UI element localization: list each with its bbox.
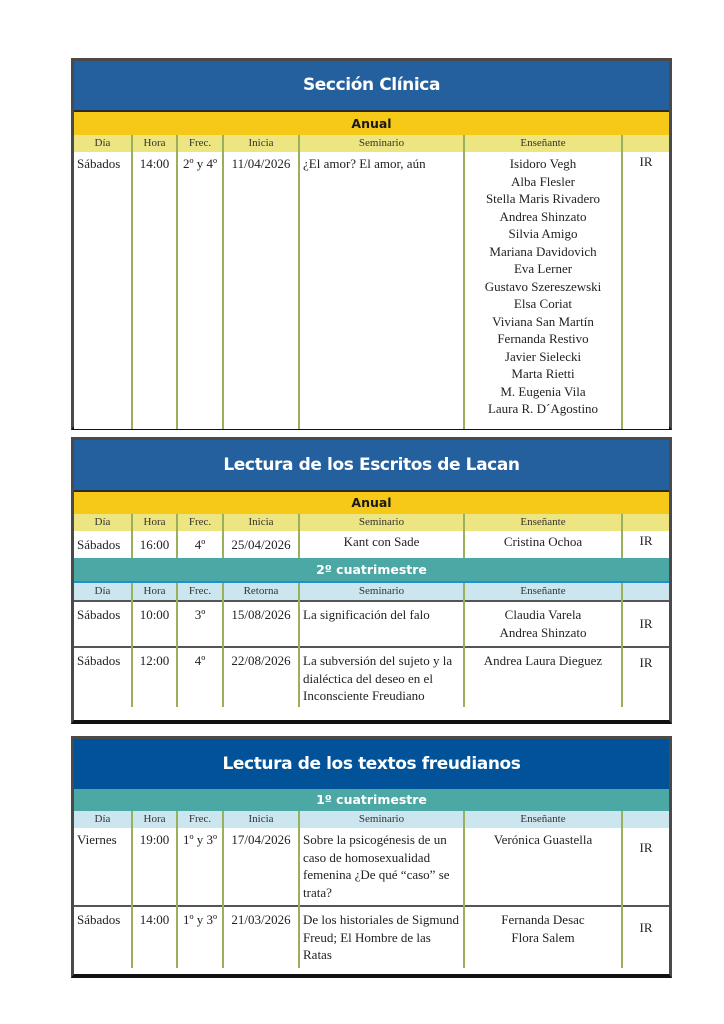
group-label: Anual	[74, 490, 669, 514]
header-hora: Hora	[132, 135, 177, 152]
cell-ensenantes	[464, 647, 622, 707]
ensenante-name: Eva Lerner	[513, 261, 573, 276]
group-label: 1º cuatrimestre	[74, 789, 669, 811]
cell-dia: Sábados	[74, 152, 132, 429]
cell-frec: 3º	[177, 601, 223, 647]
ensenante-name: Flora Salem	[511, 929, 575, 945]
cell-seminario: La significación del falo	[299, 601, 464, 647]
group-label: 2º cuatrimestre	[74, 558, 669, 583]
group-label: Anual	[74, 110, 669, 135]
cell-ir: IR	[622, 531, 669, 558]
cell-ensenantes	[464, 152, 622, 429]
ensenante-name: Viviana San Martín	[492, 313, 594, 329]
header-hora: Hora	[132, 583, 177, 601]
header-frec: Frec.	[177, 514, 223, 531]
table-header-row	[74, 135, 669, 152]
cell-hora: 19:00	[132, 828, 177, 906]
ensenante-name: Andrea Shinzato	[499, 624, 587, 640]
header-hora: Hora	[132, 811, 177, 828]
cell-fecha: 21/03/2026	[223, 906, 299, 968]
cell-ensenantes	[464, 828, 622, 906]
cell-fecha: 11/04/2026	[223, 152, 299, 429]
header-inicia: Inicia	[223, 135, 299, 152]
header-ensenante: Enseñante	[464, 583, 622, 601]
header-inicia: Inicia	[223, 514, 299, 531]
header-dia: Día	[74, 583, 132, 601]
header-seminario: Seminario	[299, 514, 464, 531]
header-hora: Hora	[132, 514, 177, 531]
ensenante-name: Isidoro Vegh	[509, 156, 577, 171]
cell-hora: 10:00	[132, 601, 177, 647]
table-header-row	[74, 514, 669, 531]
ensenante-name: Andrea Laura Dieguez	[483, 653, 603, 668]
table-header-row	[74, 583, 669, 601]
ensenante-name: Silvia Amigo	[508, 226, 578, 241]
cell-hora: 16:00	[132, 531, 177, 558]
header-frec: Frec.	[177, 583, 223, 601]
section-title: Sección Clínica	[74, 61, 669, 110]
header-ensenante: Enseñante	[464, 135, 622, 152]
table-row	[74, 152, 669, 429]
cell-seminario: ¿El amor? El amor, aún	[299, 152, 464, 429]
ensenante-name: Cristina Ochoa	[503, 534, 583, 549]
cell-ir: IR	[622, 828, 669, 906]
ensenante-name: Mariana Davidovich	[489, 243, 597, 259]
ensenante-name: Claudia Varela	[504, 607, 582, 622]
schedule-table	[74, 583, 669, 707]
schedule-table	[74, 811, 669, 968]
ensenante-name: Fernanda Restivo	[497, 331, 589, 346]
header-ir	[622, 135, 669, 152]
cell-seminario: Sobre la psicogénesis de un caso de homosexualidad femenina ¿De qué “caso” se trata?	[299, 828, 464, 906]
cell-hora: 12:00	[132, 647, 177, 707]
table-header-row	[74, 811, 669, 828]
cell-ir: IR	[622, 906, 669, 968]
ensenante-name: Gustavo Szereszewski	[484, 278, 602, 294]
ensenante-name: Fernanda Desac	[501, 912, 585, 927]
header-ensenante: Enseñante	[464, 514, 622, 531]
cell-fecha: 17/04/2026	[223, 828, 299, 906]
cell-dia: Sábados	[74, 647, 132, 707]
ensenante-name: Marta Rietti	[511, 366, 575, 381]
ensenante-name: Verónica Guastella	[493, 832, 593, 847]
cell-ir: IR	[622, 647, 669, 707]
cell-fecha: 15/08/2026	[223, 601, 299, 647]
table-row	[74, 647, 669, 707]
header-dia: Día	[74, 811, 132, 828]
header-dia: Día	[74, 135, 132, 152]
cell-frec: 1º y 3º	[177, 828, 223, 906]
cell-frec: 2º y 4º	[177, 152, 223, 429]
section-textos-freudianos	[71, 736, 672, 978]
table-row	[74, 601, 669, 647]
cell-ensenantes	[464, 601, 622, 647]
header-retorna: Retorna	[223, 583, 299, 601]
ensenante-name: Andrea Shinzato	[499, 208, 587, 224]
table-row	[74, 906, 669, 968]
cell-ir: IR	[622, 601, 669, 647]
ensenante-name: Javier Sielecki	[504, 348, 582, 364]
cell-ensenantes	[464, 906, 622, 968]
header-dia: Día	[74, 514, 132, 531]
schedule-table	[74, 135, 669, 429]
ensenante-name: Alba Flesler	[511, 173, 575, 189]
section-title: Lectura de los Escritos de Lacan	[74, 440, 669, 490]
cell-frec: 1º y 3º	[177, 906, 223, 968]
ensenante-name: M. Eugenia Vila	[500, 383, 586, 399]
cell-fecha: 22/08/2026	[223, 647, 299, 707]
section-seccion-clinica	[71, 58, 672, 430]
cell-hora: 14:00	[132, 152, 177, 429]
cell-fecha: 25/04/2026	[223, 531, 299, 558]
header-frec: Frec.	[177, 811, 223, 828]
table-row	[74, 828, 669, 906]
schedule-table	[74, 514, 669, 558]
section-escritos-lacan	[71, 437, 672, 724]
cell-ir: IR	[622, 152, 669, 429]
cell-ensenantes	[464, 531, 622, 558]
ensenante-name: Elsa Coriat	[513, 296, 573, 311]
cell-dia: Viernes	[74, 828, 132, 906]
cell-frec: 4º	[177, 531, 223, 558]
cell-seminario: Kant con Sade	[299, 531, 464, 558]
header-frec: Frec.	[177, 135, 223, 152]
header-inicia: Inicia	[223, 811, 299, 828]
header-ir	[622, 811, 669, 828]
header-seminario: Seminario	[299, 583, 464, 601]
header-ensenante: Enseñante	[464, 811, 622, 828]
cell-dia: Sábados	[74, 601, 132, 647]
cell-hora: 14:00	[132, 906, 177, 968]
header-seminario: Seminario	[299, 135, 464, 152]
header-ir	[622, 583, 669, 601]
cell-seminario: La subversión del sujeto y la dialéctica del deseo en el Inconsciente Freudiano	[299, 647, 464, 707]
cell-seminario: De los historiales de Sigmund Freud; El Hombre de las Ratas	[299, 906, 464, 968]
cell-dia: Sábados	[74, 531, 132, 558]
cell-dia: Sábados	[74, 906, 132, 968]
cell-frec: 4º	[177, 647, 223, 707]
header-seminario: Seminario	[299, 811, 464, 828]
section-title: Lectura de los textos freudianos	[74, 739, 669, 789]
table-row	[74, 531, 669, 558]
header-ir	[622, 514, 669, 531]
ensenante-name: Laura R. D´Agostino	[487, 401, 599, 416]
ensenante-name: Stella Maris Rivadero	[485, 191, 601, 206]
